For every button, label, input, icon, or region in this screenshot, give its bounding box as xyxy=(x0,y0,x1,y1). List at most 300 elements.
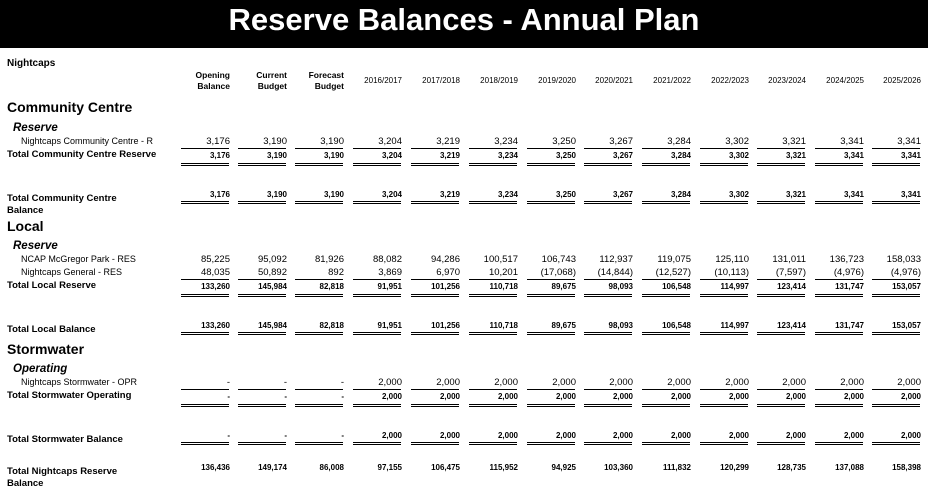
balance-label-local: Total Local Balance xyxy=(7,324,96,335)
cell-balance: 3,250 xyxy=(555,190,576,199)
cell-balance: 123,414 xyxy=(777,321,806,330)
column-rule xyxy=(642,332,690,333)
cell-balance: 2,000 xyxy=(555,431,576,440)
cell-value: 125,110 xyxy=(715,254,749,265)
header-year: 2021/2022 xyxy=(653,76,691,85)
column-rule xyxy=(527,201,575,202)
column-rule xyxy=(700,279,748,280)
cell-value: 3,302 xyxy=(725,136,749,147)
row-label-community-centre: Nightcaps Community Centre - R xyxy=(21,136,154,146)
cell-value: (4,976) xyxy=(833,267,864,278)
column-rule xyxy=(181,332,229,333)
column-rule xyxy=(700,148,748,149)
column-rule xyxy=(238,163,286,164)
column-rule xyxy=(584,332,632,333)
column-rule xyxy=(700,296,748,297)
cell-subtotal: 114,997 xyxy=(720,282,749,291)
column-rule xyxy=(527,334,575,335)
cell-value: (4,976) xyxy=(890,267,921,278)
cell-value: 3,176 xyxy=(206,136,230,147)
cell-subtotal: 82,818 xyxy=(319,282,344,291)
column-rule xyxy=(700,294,748,295)
cell-subtotal: 98,093 xyxy=(608,282,633,291)
cell-balance: 2,000 xyxy=(439,431,460,440)
column-rule xyxy=(700,334,748,335)
cell-value: (7,597) xyxy=(775,267,806,278)
column-rule xyxy=(700,165,748,166)
report-table xyxy=(0,48,928,496)
cell-balance: 3,190 xyxy=(323,190,344,199)
cell-subtotal: 133,260 xyxy=(201,282,230,291)
cell-balance: 3,176 xyxy=(209,190,230,199)
column-rule xyxy=(353,163,401,164)
column-rule xyxy=(527,203,575,204)
column-rule xyxy=(757,165,805,166)
column-rule xyxy=(584,201,632,202)
column-rule xyxy=(642,442,690,443)
cell-value: 3,190 xyxy=(263,136,287,147)
cell-value: 3,267 xyxy=(609,136,633,147)
column-rule xyxy=(295,296,343,297)
cell-subtotal: 3,190 xyxy=(266,151,287,160)
cell-value: 892 xyxy=(328,267,344,278)
cell-balance: 3,204 xyxy=(381,190,402,199)
column-rule xyxy=(700,404,748,405)
header-year: 2025/2026 xyxy=(883,76,921,85)
cell-value: - xyxy=(226,377,230,388)
cell-balance: 3,341 xyxy=(843,190,864,199)
cell-subtotal: 3,341 xyxy=(900,151,921,160)
header-opening-balance: Opening Balance xyxy=(195,70,230,91)
cell-value: 3,204 xyxy=(378,136,402,147)
column-rule xyxy=(295,294,343,295)
column-rule xyxy=(295,442,343,443)
column-rule xyxy=(700,163,748,164)
community-centre-subheading: Reserve xyxy=(13,122,58,134)
cell-balance: 110,718 xyxy=(489,321,518,330)
column-rule xyxy=(815,404,863,405)
column-rule xyxy=(872,296,920,297)
column-rule xyxy=(872,294,920,295)
column-rule xyxy=(238,406,286,407)
cell-balance: 2,000 xyxy=(843,431,864,440)
cell-subtotal: 3,234 xyxy=(497,151,518,160)
cell-value: 106,743 xyxy=(541,254,576,265)
cell-value: 100,517 xyxy=(483,254,518,265)
cell-value: 3,341 xyxy=(897,136,921,147)
column-rule xyxy=(872,406,920,407)
column-rule xyxy=(411,334,459,335)
column-rule xyxy=(700,389,748,390)
column-rule xyxy=(584,442,632,443)
column-rule xyxy=(872,148,920,149)
cell-subtotal: 3,302 xyxy=(728,151,749,160)
column-rule xyxy=(411,165,459,166)
cell-value: 3,190 xyxy=(320,136,344,147)
column-rule xyxy=(238,279,286,280)
balance-label-community-centre: Total Community Centre Balance xyxy=(7,193,117,216)
column-rule xyxy=(295,332,343,333)
column-rule xyxy=(757,296,805,297)
cell-subtotal: 3,219 xyxy=(439,151,460,160)
cell-value: 2,000 xyxy=(552,377,576,388)
stormwater-subheading: Operating xyxy=(13,363,68,375)
column-rule xyxy=(757,148,805,149)
column-rule xyxy=(238,444,286,445)
column-rule xyxy=(642,279,690,280)
cell-value: 10,201 xyxy=(488,267,518,278)
cell-subtotal: 2,000 xyxy=(900,392,921,401)
column-rule xyxy=(181,442,229,443)
column-rule xyxy=(642,148,690,149)
column-rule xyxy=(469,444,517,445)
column-rule xyxy=(584,444,632,445)
cell-balance: 2,000 xyxy=(785,431,806,440)
column-rule xyxy=(757,406,805,407)
column-rule xyxy=(757,203,805,204)
header-year: 2023/2024 xyxy=(768,76,806,85)
column-rule xyxy=(642,389,690,390)
column-rule xyxy=(872,163,920,164)
column-rule xyxy=(469,332,517,333)
cell-value: (12,527) xyxy=(655,267,691,278)
column-rule xyxy=(584,203,632,204)
column-rule xyxy=(469,294,517,295)
column-rule xyxy=(872,279,920,280)
column-rule xyxy=(295,201,343,202)
cell-value: 3,284 xyxy=(667,136,691,147)
column-rule xyxy=(527,332,575,333)
column-rule xyxy=(181,203,229,204)
cell-balance: 2,000 xyxy=(728,431,749,440)
cell-balance: 3,302 xyxy=(728,190,749,199)
cell-value: 2,000 xyxy=(378,377,402,388)
column-rule xyxy=(815,332,863,333)
cell-subtotal: 2,000 xyxy=(728,392,749,401)
column-rule xyxy=(642,406,690,407)
cell-subtotal: 2,000 xyxy=(843,392,864,401)
cell-subtotal: 3,284 xyxy=(670,151,691,160)
column-rule xyxy=(815,163,863,164)
column-rule xyxy=(181,294,229,295)
column-rule xyxy=(527,404,575,405)
cell-subtotal: 2,000 xyxy=(497,392,518,401)
header-year: 2016/2017 xyxy=(364,76,402,85)
column-rule xyxy=(469,201,517,202)
column-rule xyxy=(295,148,343,149)
column-rule xyxy=(469,279,517,280)
column-rule xyxy=(181,148,229,149)
cell-value: 3,341 xyxy=(840,136,864,147)
column-rule xyxy=(872,201,920,202)
column-rule xyxy=(527,148,575,149)
column-rule xyxy=(469,148,517,149)
cell-subtotal: 89,675 xyxy=(551,282,576,291)
column-rule xyxy=(642,165,690,166)
column-rule xyxy=(757,404,805,405)
cell-subtotal: - xyxy=(227,392,230,401)
column-rule xyxy=(527,296,575,297)
cell-value: 2,000 xyxy=(494,377,518,388)
cell-grand-total: 106,475 xyxy=(431,463,460,472)
column-rule xyxy=(411,201,459,202)
column-rule xyxy=(353,389,401,390)
subtotal-label-community-centre: Total Community Centre Reserve xyxy=(7,149,157,160)
cell-balance: 82,818 xyxy=(319,321,344,330)
column-rule xyxy=(353,334,401,335)
column-rule xyxy=(872,332,920,333)
cell-subtotal: 110,718 xyxy=(489,282,518,291)
cell-value: 2,000 xyxy=(436,377,460,388)
column-rule xyxy=(815,148,863,149)
column-rule xyxy=(238,332,286,333)
cell-value: 95,092 xyxy=(257,254,287,265)
column-rule xyxy=(181,296,229,297)
column-rule xyxy=(181,279,229,280)
column-rule xyxy=(642,296,690,297)
row-label-nightcaps-general: Nightcaps General - RES xyxy=(21,267,123,277)
column-rule xyxy=(411,442,459,443)
column-rule xyxy=(181,201,229,202)
cell-balance: 101,256 xyxy=(431,321,460,330)
cell-grand-total: 103,360 xyxy=(604,463,633,472)
column-rule xyxy=(295,203,343,204)
column-rule xyxy=(872,442,920,443)
cell-subtotal: 3,321 xyxy=(785,151,806,160)
column-rule xyxy=(700,203,748,204)
cell-value: 119,075 xyxy=(657,254,691,265)
cell-subtotal: 3,190 xyxy=(323,151,344,160)
cell-balance: 2,000 xyxy=(900,431,921,440)
cell-value: 136,723 xyxy=(829,254,864,265)
column-rule xyxy=(353,148,401,149)
cell-subtotal: 3,341 xyxy=(843,151,864,160)
column-rule xyxy=(815,201,863,202)
column-rule xyxy=(411,332,459,333)
cell-balance: 153,057 xyxy=(892,321,921,330)
column-rule xyxy=(872,334,920,335)
cell-subtotal: 3,176 xyxy=(209,151,230,160)
column-rule xyxy=(295,389,343,390)
cell-grand-total: 120,299 xyxy=(720,463,749,472)
header-year: 2017/2018 xyxy=(422,76,460,85)
grand-total-label: Total Nightcaps Reserve Balance xyxy=(7,466,118,489)
column-rule xyxy=(469,165,517,166)
column-rule xyxy=(584,334,632,335)
column-rule xyxy=(295,163,343,164)
column-rule xyxy=(469,163,517,164)
cell-balance: 2,000 xyxy=(670,431,691,440)
cell-value: 3,250 xyxy=(552,136,576,147)
column-rule xyxy=(181,404,229,405)
column-rule xyxy=(411,406,459,407)
header-year: 2022/2023 xyxy=(711,76,749,85)
cell-balance: - xyxy=(227,431,230,440)
column-rule xyxy=(757,332,805,333)
cell-subtotal: 106,548 xyxy=(662,282,691,291)
balance-label-stormwater: Total Stormwater Balance xyxy=(7,434,123,445)
cell-value: 2,000 xyxy=(725,377,749,388)
column-rule xyxy=(527,389,575,390)
cell-balance: 114,997 xyxy=(720,321,749,330)
column-rule xyxy=(411,444,459,445)
column-rule xyxy=(872,444,920,445)
column-rule xyxy=(353,296,401,297)
column-rule xyxy=(181,389,229,390)
cell-balance: 3,321 xyxy=(785,190,806,199)
cell-value: 2,000 xyxy=(782,377,806,388)
cell-grand-total: 128,735 xyxy=(777,463,806,472)
cell-grand-total: 86,008 xyxy=(319,463,344,472)
column-rule xyxy=(584,165,632,166)
column-rule xyxy=(815,203,863,204)
column-rule xyxy=(815,165,863,166)
column-rule xyxy=(353,279,401,280)
column-rule xyxy=(815,442,863,443)
cell-grand-total: 97,155 xyxy=(377,463,402,472)
column-rule xyxy=(469,389,517,390)
column-rule xyxy=(295,165,343,166)
cell-subtotal: 145,984 xyxy=(258,282,287,291)
cell-balance: 91,951 xyxy=(377,321,402,330)
column-rule xyxy=(700,444,748,445)
cell-balance: 106,548 xyxy=(662,321,691,330)
column-rule xyxy=(757,442,805,443)
column-rule xyxy=(411,279,459,280)
section-local-title: Local xyxy=(7,218,44,234)
cell-value: 81,926 xyxy=(314,254,344,265)
cell-subtotal: 153,057 xyxy=(892,282,921,291)
column-rule xyxy=(469,442,517,443)
column-rule xyxy=(353,201,401,202)
column-rule xyxy=(642,163,690,164)
column-rule xyxy=(584,404,632,405)
cell-subtotal: 2,000 xyxy=(612,392,633,401)
column-rule xyxy=(584,296,632,297)
column-rule xyxy=(872,203,920,204)
column-rule xyxy=(642,294,690,295)
cell-value: (10,113) xyxy=(714,267,749,278)
cell-balance: 98,093 xyxy=(608,321,633,330)
cell-grand-total: 136,436 xyxy=(201,463,230,472)
column-rule xyxy=(238,294,286,295)
cell-balance: 3,219 xyxy=(439,190,460,199)
cell-balance: - xyxy=(284,431,287,440)
column-rule xyxy=(295,279,343,280)
area-name: Nightcaps xyxy=(7,58,56,69)
subtotal-label-local: Total Local Reserve xyxy=(7,280,97,291)
cell-balance: - xyxy=(341,431,344,440)
section-stormwater-title: Stormwater xyxy=(7,341,85,357)
cell-value: 3,219 xyxy=(436,136,460,147)
cell-balance: 131,747 xyxy=(835,321,864,330)
column-rule xyxy=(642,203,690,204)
cell-balance: 2,000 xyxy=(381,431,402,440)
cell-value: 85,225 xyxy=(200,254,230,265)
cell-value: 50,892 xyxy=(257,267,287,278)
header-current-budget: Current Budget xyxy=(256,70,287,91)
cell-grand-total: 111,832 xyxy=(662,463,691,472)
section-community-centre-title: Community Centre xyxy=(7,99,133,115)
cell-balance: 3,267 xyxy=(612,190,633,199)
column-rule xyxy=(527,442,575,443)
column-rule xyxy=(815,279,863,280)
column-rule xyxy=(295,404,343,405)
column-rule xyxy=(700,406,748,407)
row-label-mcgregor-park: NCAP McGregor Park - RES xyxy=(21,254,136,264)
row-label-stormwater: Nightcaps Stormwater - OPR xyxy=(21,377,138,387)
cell-subtotal: 91,951 xyxy=(377,282,402,291)
cell-subtotal: 3,250 xyxy=(555,151,576,160)
column-rule xyxy=(815,294,863,295)
column-rule xyxy=(757,279,805,280)
column-rule xyxy=(757,201,805,202)
cell-value: 94,286 xyxy=(430,254,460,265)
cell-subtotal: 2,000 xyxy=(555,392,576,401)
page-title: Reserve Balances - Annual Plan xyxy=(0,0,928,48)
column-rule xyxy=(411,296,459,297)
cell-subtotal: 131,747 xyxy=(835,282,864,291)
header-year: 2019/2020 xyxy=(538,76,576,85)
column-rule xyxy=(872,404,920,405)
column-rule xyxy=(757,389,805,390)
column-rule xyxy=(757,294,805,295)
column-rule xyxy=(642,404,690,405)
header-year: 2020/2021 xyxy=(595,76,633,85)
cell-value: 48,035 xyxy=(200,267,230,278)
column-rule xyxy=(295,444,343,445)
cell-balance: 133,260 xyxy=(201,321,230,330)
column-rule xyxy=(527,406,575,407)
column-rule xyxy=(527,165,575,166)
column-rule xyxy=(411,203,459,204)
cell-subtotal: 3,204 xyxy=(381,151,402,160)
column-rule xyxy=(469,203,517,204)
column-rule xyxy=(469,404,517,405)
column-rule xyxy=(353,165,401,166)
column-rule xyxy=(584,389,632,390)
column-rule xyxy=(295,406,343,407)
column-rule xyxy=(584,406,632,407)
cell-value: 2,000 xyxy=(897,377,921,388)
column-rule xyxy=(181,163,229,164)
column-rule xyxy=(353,444,401,445)
cell-balance: 3,284 xyxy=(670,190,691,199)
cell-grand-total: 115,952 xyxy=(489,463,518,472)
column-rule xyxy=(757,163,805,164)
cell-subtotal: 2,000 xyxy=(785,392,806,401)
column-rule xyxy=(527,279,575,280)
column-rule xyxy=(642,201,690,202)
column-rule xyxy=(815,406,863,407)
cell-balance: 2,000 xyxy=(497,431,518,440)
column-rule xyxy=(238,389,286,390)
cell-balance: 145,984 xyxy=(258,321,287,330)
cell-value: (14,844) xyxy=(597,267,633,278)
cell-balance: 2,000 xyxy=(612,431,633,440)
cell-subtotal: - xyxy=(284,392,287,401)
cell-balance: 3,341 xyxy=(900,190,921,199)
column-rule xyxy=(353,203,401,204)
column-rule xyxy=(238,201,286,202)
column-rule xyxy=(584,163,632,164)
column-rule xyxy=(872,165,920,166)
local-subheading: Reserve xyxy=(13,240,58,252)
cell-grand-total: 94,925 xyxy=(551,463,576,472)
column-rule xyxy=(295,334,343,335)
subtotal-label-stormwater: Total Stormwater Operating xyxy=(7,390,132,401)
cell-value: 131,011 xyxy=(772,254,806,265)
